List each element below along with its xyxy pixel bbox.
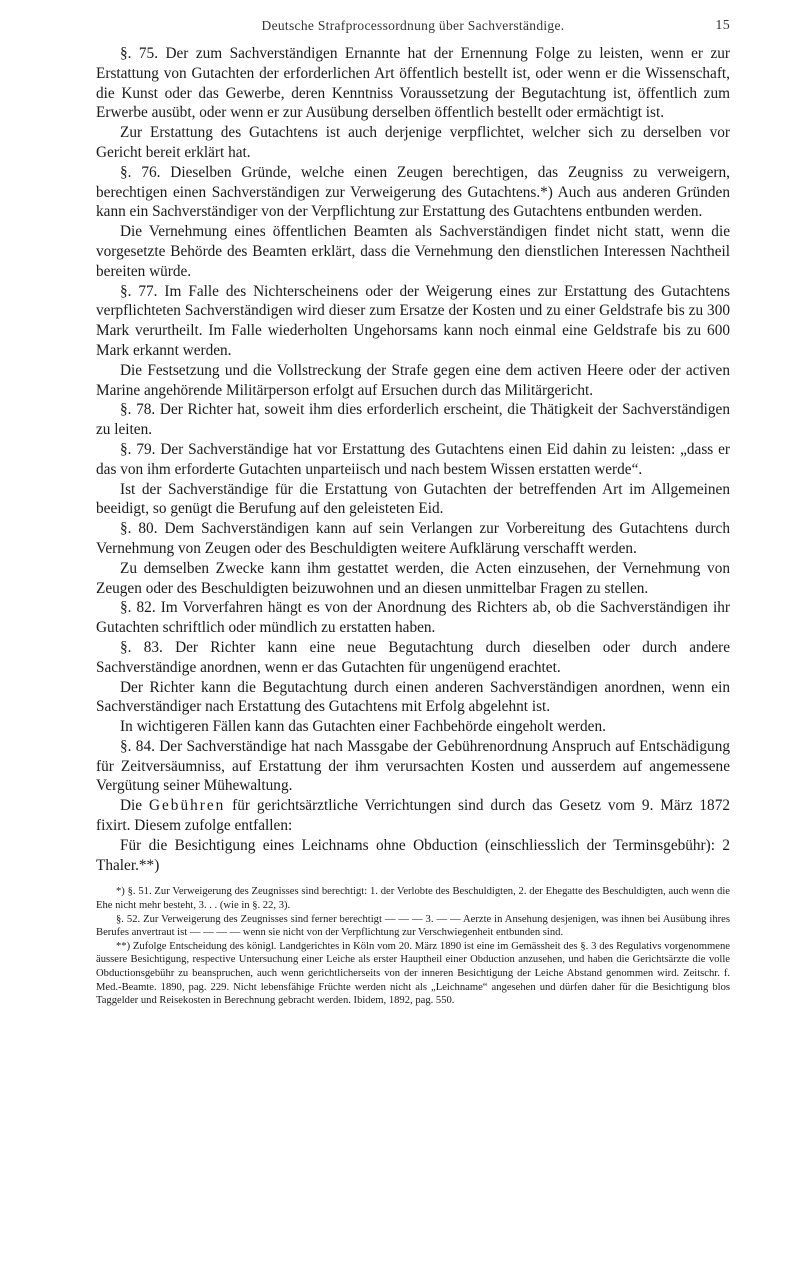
paragraph-75: §. 75. Der zum Sachverständigen Ernannte hat der Ernennung Folge zu leisten, wenn er zur Erstattung von Gutachten der erforderlichen Art öffentlich bestellt ist, oder wenn er die Wissenschaft, die Kunst oder das Gewerbe, deren Kenntniss Voraussetzung der Begutachtung ist, öffentlich zum Erwerbe ausübt, oder wenn er zur Ausübung derselben öffentlich bestellt oder ermächtigt ist. bbox=[96, 45, 730, 122]
main-text bbox=[96, 44, 730, 875]
footnotes bbox=[96, 885, 730, 1007]
paragraph: Zur Erstattung des Gutachtens ist auch derjenige verpflichtet, welcher sich zu derselben vor Gericht bereit erklärt hat. bbox=[96, 124, 730, 161]
paragraph-77: §. 77. Im Falle des Nichterscheinens oder der Weigerung eines zur Erstattung des Gutachtens verpflichteten Sachverständigen wird dieser zum Ersatze der Kosten und zu einer Geldstrafe bis zu 300 Mark verurtheilt. Im Falle wiederholten Ungehorsams kann noch einmal eine Geldstrafe bis zu 600 Mark erkannt werden. bbox=[96, 282, 730, 359]
paragraph: Die Festsetzung und die Vollstreckung der Strafe gegen eine dem activen Heere oder der activen Marine angehörende Militärperson erfolgt auf Ersuchen durch das Militärgericht. bbox=[96, 361, 730, 399]
paragraph-84: §. 84. Der Sachverständige hat nach Massgabe der Gebührenordnung Anspruch auf Entschädigung für Zeitversäumniss, auf Erstattung der ihm verursachten Kosten und ausserdem auf angemessene Vergütung seiner Mühewaltung. bbox=[96, 737, 730, 795]
running-head bbox=[96, 18, 730, 44]
paragraph-79: §. 79. Der Sachverständige hat vor Erstattung des Gutachtens einen Eid dahin zu leisten: „dass er das von ihm erforderte Gutachten unparteiisch und nach bestem Wissen erstatten werde“. bbox=[96, 440, 730, 478]
footnote: *) §. 51. Zur Verweigerung des Zeugnisses sind berechtigt: 1. der Verlobte des Beschuldigten, 2. der Ehegatte des Beschuldigten, auch wenn die Ehe nicht mehr besteht, 3. . . (wie in §. 22, 3). bbox=[96, 886, 730, 912]
gebuehren-spaced: Gebühren bbox=[148, 797, 226, 815]
gebuehren-rest: für gerichtsärztliche Verrichtungen sind durch das Gesetz vom 9. März 1872 fixirt. Diesem zufolge entfallen: bbox=[96, 797, 731, 835]
page-number: 15 bbox=[715, 18, 730, 33]
paragraph: Der Richter kann die Begutachtung durch einen anderen Sachverständigen anordnen, wenn ein Sachverständiger nach Erstattung des Gutachtens mit Erfolg abgelehnt ist. bbox=[96, 678, 730, 716]
paragraph-gebuehren bbox=[96, 796, 730, 836]
paragraph-82: §. 82. Im Vorverfahren hängt es von der Anordnung des Richters ab, ob die Sachverständigen ihr Gutachten schriftlich oder mündlich zu erstatten haben. bbox=[96, 599, 730, 637]
gebuehren-lead: Die bbox=[120, 797, 143, 815]
footnote: **) Zufolge Entscheidung des königl. Landgerichtes in Köln vom 20. März 1890 ist eine im Gemässheit des §. 3 des Regulativs vorgenommene äussere Besichtigung, respective Untersuchung einer Leiche als erster Hauptheil einer Obduction anzusehen, und haben die Gerichtsärzte die volle Obductionsgebühr zu beanspruchen, auch wenn gerichtlicherseits von der inneren Besichtigung der Leiche Abstand genommen wird. Zeitschr. f. Med.-Beamte. 1890, pag. 229. Nicht lebensfähige Früchte werden nicht als „Leichname“ angesehen und dürfen daher für die Besichtigung blos Taggelder und Reisekosten in Berechnung gebracht werden. Ibidem, 1892, pag. 550. bbox=[96, 940, 730, 1007]
paragraph: In wichtigeren Fällen kann das Gutachten einer Fachbehörde eingeholt werden. bbox=[120, 718, 606, 736]
footnote: §. 52. Zur Verweigerung des Zeugnisses sind ferner berechtigt — — — 3. — — Aerzte in Ansehung desjenigen, was ihnen bei Ausübung ihres Berufes anvertraut ist — — — — wenn sie nicht von der Verpflichtung zur Verschwiegenheit entbunden sind. bbox=[96, 913, 730, 939]
paragraph: Zu demselben Zwecke kann ihm gestattet werden, die Acten einzusehen, der Vernehmung von Zeugen oder des Beschuldigten beizuwohnen und an diesen unmittelbar Fragen zu stellen. bbox=[96, 559, 730, 597]
paragraph-80: §. 80. Dem Sachverständigen kann auf sein Verlangen zur Vorbereitung des Gutachtens durch Vernehmung von Zeugen oder des Beschuldigten weitere Aufklärung verschafft werden. bbox=[96, 520, 730, 557]
paragraph-76: §. 76. Dieselben Gründe, welche einen Zeugen berechtigen, das Zeugniss zu verweigern, berechtigen einen Sachverständigen zur Verweigerung des Gutachtens.*) Auch aus anderen Gründen kann ein Sachverständiger von der Verpflichtung zur Erstattung des Gutachtens entbunden werden. bbox=[96, 163, 730, 221]
paragraph: Ist der Sachverständige für die Erstattung von Gutachten der betreffenden Art im Allgemeinen beeidigt, so genügt die Berufung auf den geleisteten Eid. bbox=[96, 480, 730, 518]
paragraph-78: §. 78. Der Richter hat, soweit ihm dies erforderlich erscheint, die Thätigkeit der Sachverständigen zu leiten. bbox=[96, 401, 730, 439]
paragraph-83: §. 83. Der Richter kann eine neue Begutachtung durch dieselben oder durch andere Sachverständige anordnen, wenn er das Gutachten für ungenügend erachtet. bbox=[96, 638, 730, 676]
paragraph: Die Vernehmung eines öffentlichen Beamten als Sachverständigen findet nicht statt, wenn die vorgesetzte Behörde des Beamten erklärt, dass die Vernehmung den dienstlichen Interessen Nachtheil bereiten würde. bbox=[96, 223, 730, 280]
paragraph-besichtigung: Für die Besichtigung eines Leichnams ohne Obduction (einschliesslich der Terminsgebühr): 2 Thaler.**) bbox=[96, 836, 730, 874]
running-head-title: Deutsche Strafprocessordnung über Sachverständige. bbox=[261, 18, 565, 33]
